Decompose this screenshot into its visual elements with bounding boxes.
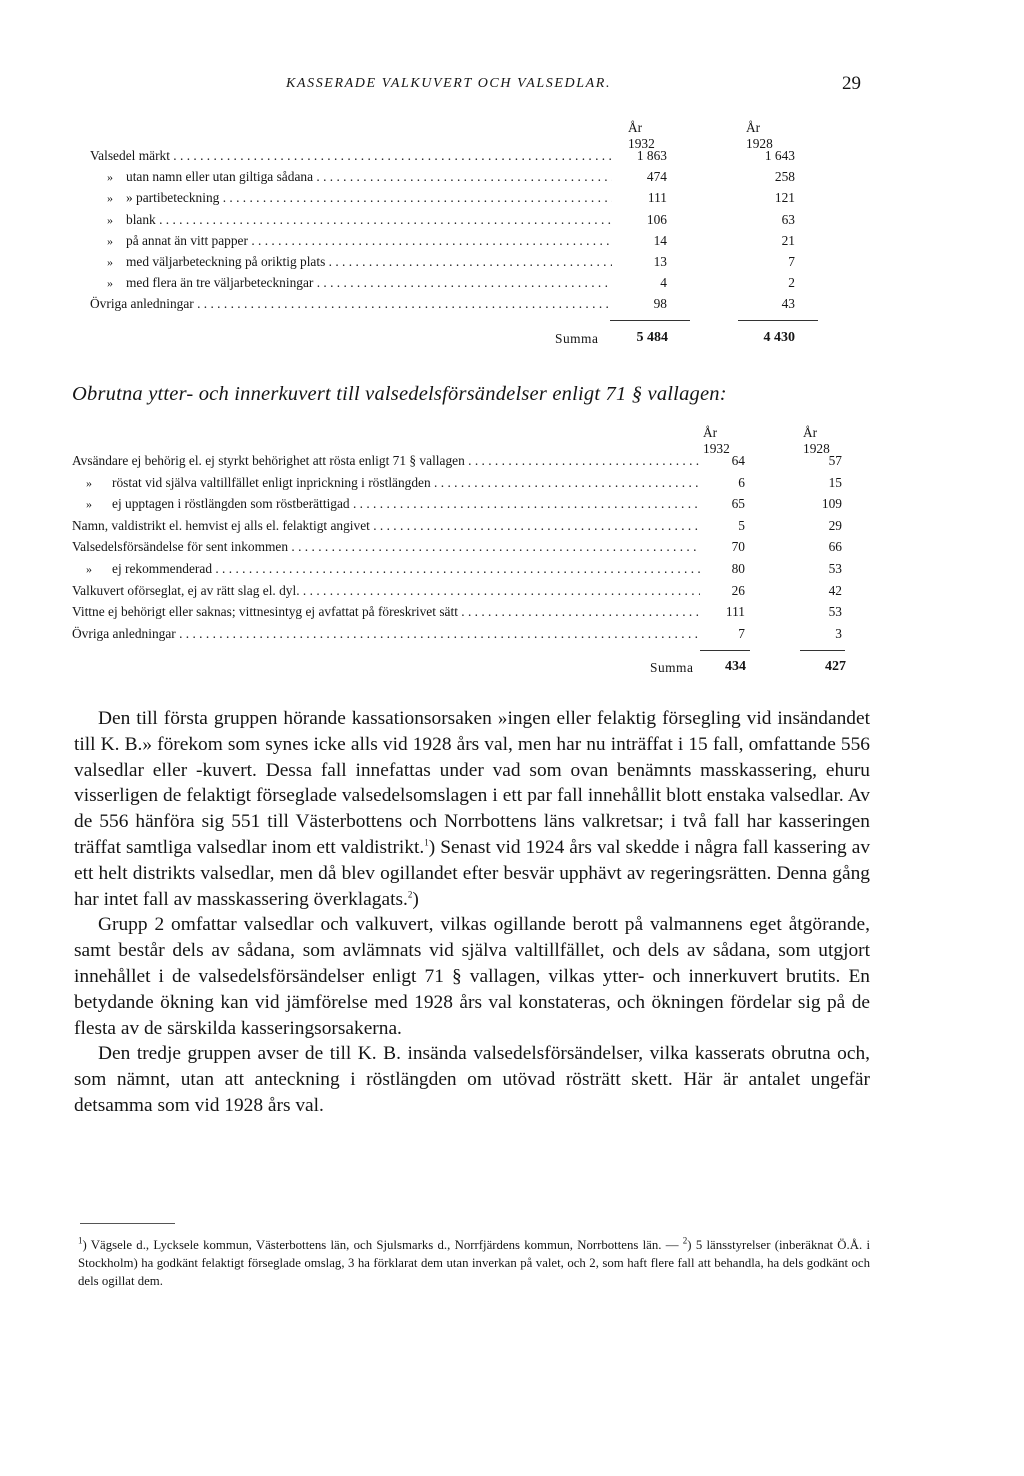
table-row <box>0 516 1024 536</box>
row-label: Namn, valdistrikt el. hemvist ej alls el. felaktigt angivet . . . <box>72 516 700 536</box>
value-1932: 98 <box>653 296 667 312</box>
paragraph-text: Den till första gruppen hörande kassationsorsaken »ingen eller felaktig försegling vid insändandet till K. B.» förekom som synes icke alls vid 1928 års val, men har nu inträffat i 15 fall, omfattande 556 valsedlar eller -kuvert. Dessa fall innefattas under vad som ovan benämnts masskassering, ehuru visserligen de felaktigt förseglade valsedelsomslagen i ett par fall innehållit blott enstaka valsedlar. Av de 556 hänföra sig 551 till Västerbottens och Norrbottens läns valkretsar; i två fall har kasseringen träffat samtliga valsedlar inom ett valdistrikt. <box>74 708 870 858</box>
value-1928: 66 <box>828 539 842 555</box>
table-row <box>0 146 1024 166</box>
table-row <box>0 473 1024 493</box>
paragraph-text: ) Senast vid 1924 års val skedde i några fall kassering av ett helt distrikts valsedlar, men då blev ogillandet efter besvär upphävt av regeringsrätten. Denna gång har intet fall av masskassering överklagats. <box>74 836 871 910</box>
row-label: Valkuvert oförseglat, ej av rätt slag el. dyl. . . . <box>72 581 700 601</box>
value-1932: 64 <box>731 453 745 468</box>
table-row <box>0 602 1024 622</box>
footnote-ref: 1 <box>424 837 429 848</box>
footnote-divider <box>80 1223 175 1224</box>
ditto-mark: » <box>107 212 113 227</box>
table-row <box>0 537 1024 557</box>
value-1928: 63 <box>781 211 795 227</box>
value-1932: 111 <box>725 604 745 620</box>
footnote-mark: 2 <box>682 1235 688 1246</box>
table-row <box>0 294 1024 314</box>
row-label: Vittne ej behörigt eller saknas; vittnesintyg ej avfattat på föreskrivet sätt . . . <box>72 602 700 622</box>
value-1928: 43 <box>781 296 795 312</box>
table-row <box>0 188 1024 208</box>
value-1932: 1 863 <box>636 148 667 163</box>
ditto-mark: » <box>107 170 113 185</box>
table-row <box>0 252 1024 272</box>
summa-1932: 5 484 <box>636 330 668 345</box>
value-1928: 2 <box>788 275 795 291</box>
row-label: Avsändare ej behörig el. ej styrkt behörighet att rösta enligt 71 § vallagen . . . <box>72 451 700 471</box>
row-label: Valsedelsförsändelse för sent inkommen . . . <box>72 537 700 557</box>
value-1932: 6 <box>738 474 745 490</box>
footnote-mark: 1 <box>78 1235 83 1246</box>
body-text <box>74 706 870 1119</box>
summa-1928: 427 <box>825 659 846 674</box>
value-1928: 121 <box>774 190 795 206</box>
paragraph: Den tredje gruppen avser de till K. B. insända valsedelsförsändelser, vilka kasserats obrutna och, som nämnt, utan att anteckning i röstlängden om utövad rösträtt skett. Här är antalet ungefär detsamma som vid 1928 års val. <box>74 1043 870 1116</box>
column-header-1932: År 1932 <box>703 425 730 456</box>
row-label: Valsedel märkt . . . <box>90 146 612 166</box>
ditto-mark: » <box>107 255 113 269</box>
paragraph: Grupp 2 omfattar valsedlar och valkuvert, vilkas ogillande berott på valmannens eget åtgörande, samt består dels av sådana, som avlämnats vid själva valtillfället, och dels av sådana, som utgjort innehållet i de valsedelsförsändelser enligt 71 § vallagen, vilkas ytter- och innerkuvert brutits. En betydande ökning kan vid jämförelse med 1928 års val konstateras, och ökningen fördelar sig på de flesta av de särskilda kasseringsorsakerna. <box>74 914 870 1039</box>
summa-label: Summa <box>650 660 694 675</box>
row-label: ej upptagen i röstlängden som röstberättigad . . . <box>112 494 700 514</box>
row-label: utan namn eller utan giltiga sådana . . . <box>126 167 612 187</box>
value-1932: 111 <box>647 190 667 206</box>
table-row <box>0 167 1024 187</box>
running-title: KASSERADE VALKUVERT OCH VALSEDLAR. <box>286 76 612 91</box>
table-row <box>0 451 1024 471</box>
row-label: med flera än tre väljarbeteckningar . . . <box>126 273 612 293</box>
column-header-1928: År 1928 <box>746 120 773 151</box>
row-label: » partibeteckning . . . <box>126 188 612 208</box>
column-header-1928: År 1928 <box>803 425 830 456</box>
value-1928: 1 643 <box>764 148 795 163</box>
footnote-text: ) Vägsele d., Lycksele kommun, Västerbottens län, och Sjulsmarks d., Norrfjärdens kommun, Norrbottens län. — <box>82 1238 683 1252</box>
summa-1932: 434 <box>725 659 746 674</box>
ditto-mark: » <box>107 191 113 206</box>
ditto-mark: » <box>86 475 92 490</box>
footnote-ref: 2 <box>407 889 413 900</box>
row-label: på annat än vitt papper . . . <box>126 231 612 251</box>
table-row <box>0 559 1024 579</box>
ditto-mark: » <box>86 562 92 576</box>
value-1928: 258 <box>774 169 795 185</box>
ditto-mark: » <box>107 276 113 291</box>
paragraph <box>74 706 870 912</box>
table-row <box>0 494 1024 514</box>
value-1928: 29 <box>828 517 842 533</box>
value-1928: 109 <box>821 496 842 512</box>
row-label: röstat vid själva valtillfället enligt inprickning i röstlängden . . . <box>112 473 700 493</box>
ditto-mark: » <box>107 233 113 248</box>
value-1932: 80 <box>731 561 745 576</box>
value-1932: 14 <box>653 232 667 248</box>
value-1932: 65 <box>731 496 745 512</box>
footnotes <box>78 1236 870 1290</box>
value-1928: 53 <box>828 604 842 620</box>
section-heading: Obrutna ytter- och innerkuvert till valsedelsförsändelser enligt 71 § vallagen: <box>72 383 727 405</box>
value-1932: 26 <box>731 582 745 598</box>
value-1928: 42 <box>828 582 842 598</box>
summa-label: Summa <box>555 331 599 346</box>
value-1928: 15 <box>828 474 842 490</box>
row-label: Övriga anledningar . . . <box>90 294 612 314</box>
ditto-mark: » <box>86 497 92 512</box>
table-row <box>0 210 1024 230</box>
sum-rule <box>700 650 750 651</box>
value-1932: 4 <box>660 275 667 291</box>
value-1928: 21 <box>781 232 795 248</box>
value-1928: 57 <box>828 453 842 468</box>
row-label: Övriga anledningar . . . <box>72 624 700 644</box>
value-1928: 3 <box>835 625 842 641</box>
sum-rule <box>738 320 818 321</box>
table-row <box>0 231 1024 251</box>
value-1932: 106 <box>646 211 667 227</box>
sum-rule <box>800 650 845 651</box>
table-row <box>0 273 1024 293</box>
sum-rule <box>610 320 690 321</box>
value-1928: 53 <box>828 561 842 576</box>
footnote-text: ) 5 länsstyrelser (inberäknat Ö.Å. i Stockholm) ha godkänt felaktigt förseglade omslag, 3 ha förklarat dem utan inverkan på valet, och 2, som haft flere fall att behandla, ha dels godkänt och dels ogillat dem. <box>78 1238 870 1288</box>
page-number: 29 <box>842 73 861 94</box>
column-header-1932: År 1932 <box>628 120 655 151</box>
value-1932: 13 <box>653 254 667 269</box>
value-1932: 5 <box>738 517 745 533</box>
summa-1928: 4 430 <box>763 330 795 345</box>
value-1932: 474 <box>646 169 667 185</box>
row-label: blank . . . <box>126 210 612 230</box>
row-label: ej rekommenderad . . . <box>112 559 700 579</box>
table-row <box>0 581 1024 601</box>
value-1932: 70 <box>731 539 745 555</box>
value-1932: 7 <box>738 625 745 641</box>
row-label: med väljarbeteckning på oriktig plats . . . <box>126 252 612 272</box>
value-1928: 7 <box>788 254 795 269</box>
paragraph-text: ) <box>412 888 419 910</box>
table-row <box>0 624 1024 644</box>
page-header <box>0 73 1024 100</box>
